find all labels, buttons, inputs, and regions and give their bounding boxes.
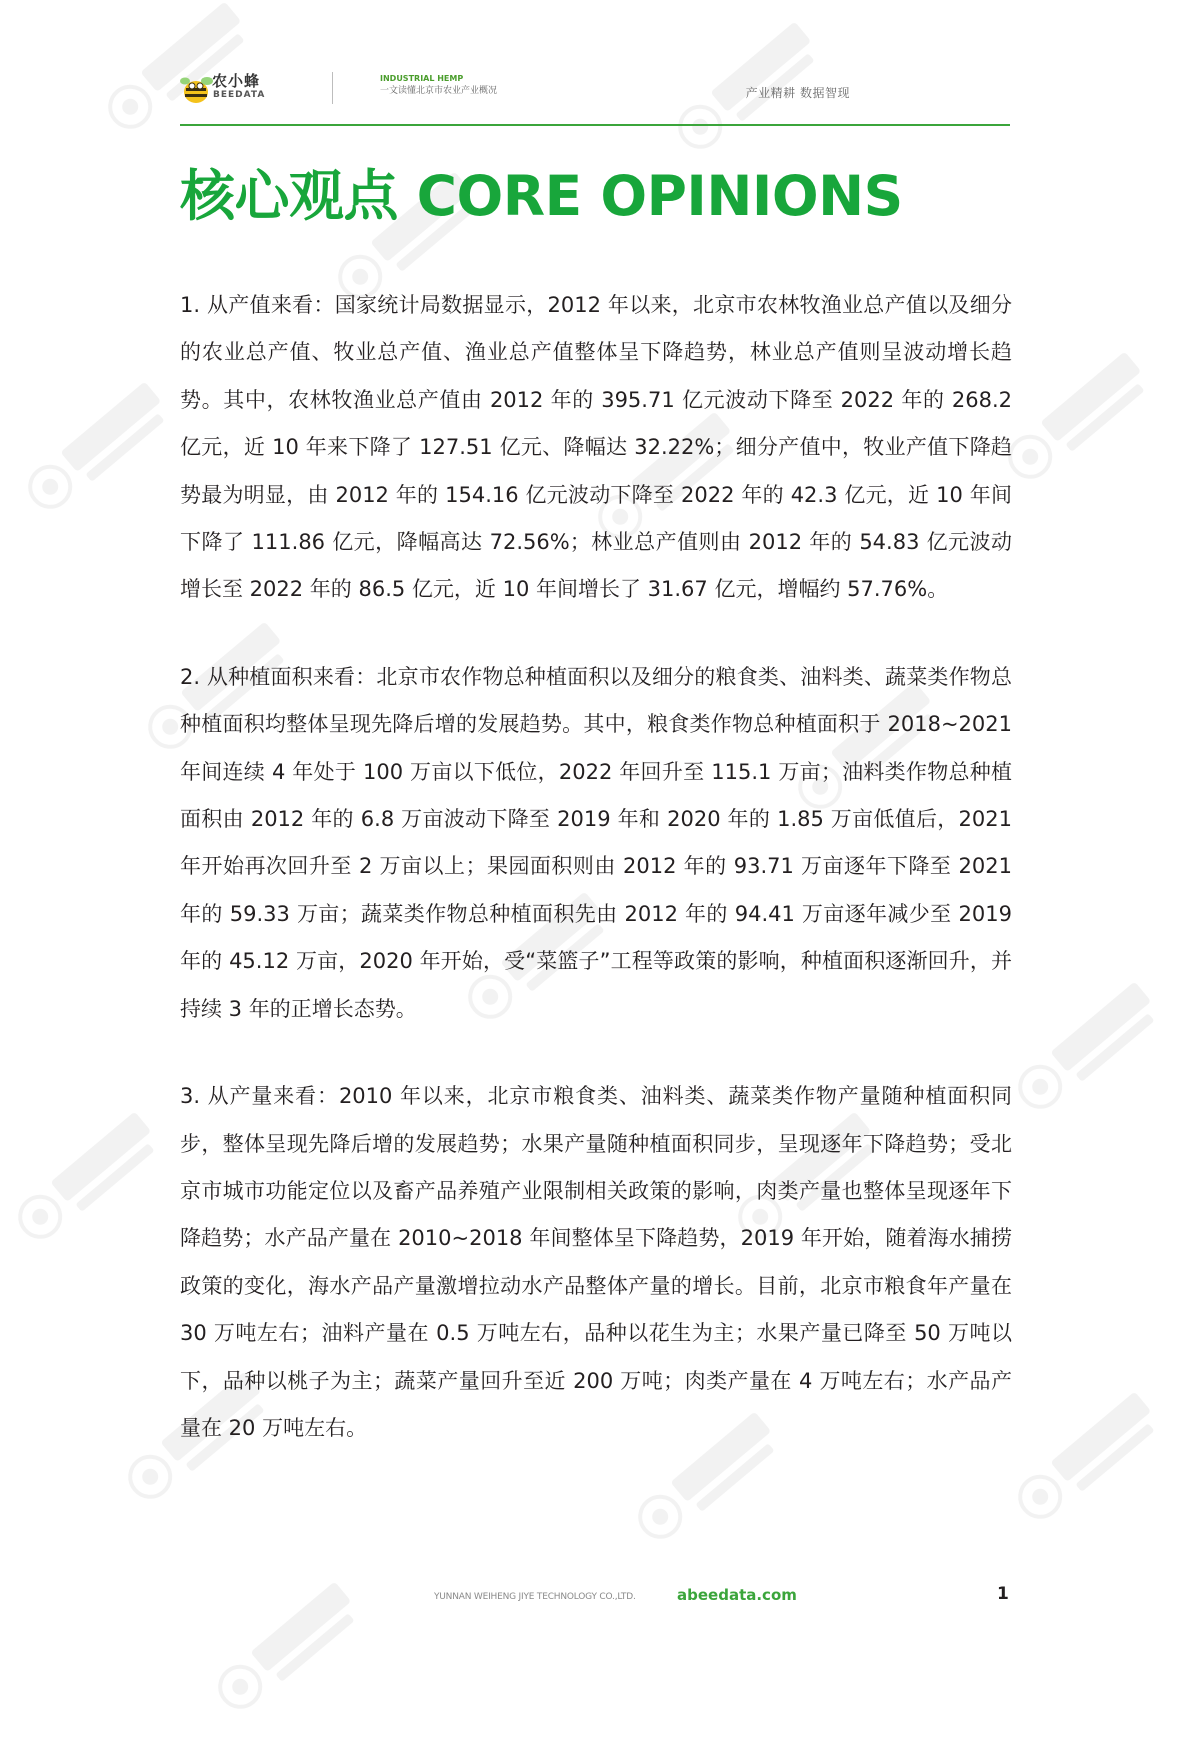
brand-logo xyxy=(180,70,310,114)
watermark-logo xyxy=(992,953,1188,1138)
page-title: 核心观点 CORE OPINIONS xyxy=(180,164,903,228)
header-subtitle-cn: 一文读懂北京市农业产业概况 xyxy=(380,86,498,96)
page-header xyxy=(180,60,1010,124)
footer-website-link[interactable]: abeedata.com xyxy=(677,1586,797,1604)
opinion-paragraph-output-value: 1. 从产值来看：国家统计局数据显示，2012 年以来，北京市农林牧渔业总产值以及细分的农业总产值、牧业总产值、渔业总产值整体呈下降趋势，林业总产值则呈波动增长趋势。其中，农林牧渔业总产值由 2012 年的 395.71 亿元波动下降至 2022 年的 268.2 亿元，近 10 年来下降了 127.51 亿元、降幅达 32.22%；细分产值中，牧业产值下降趋势最为明显，由 2012 年的 154.16 亿元波动下降至 2022 年的 42.3 亿元，近 10 年间下降了 111.86 亿元，降幅高达 72.56%；林业总产值则由 2012 年的 54.83 亿元波动增长至 2022 年的 86.5 亿元，近 10 年间增长了 31.67 亿元，增幅约 57.76%。 xyxy=(180,293,1012,602)
header-slogan: 产业精耕 数据智现 xyxy=(745,86,850,100)
opinion-paragraph-planting-area: 2. 从种植面积来看：北京市农作物总种植面积以及细分的粮食类、油料类、蔬菜类作物总种植面积均整体呈现先降后增的发展趋势。其中，粮食类作物总种植面积于 2018~2021 年间连续 4 年处于 100 万亩以下低位，2022 年回升至 115.1 万亩；油料类作物总种植面积由 2012 年的 6.8 万亩波动下降至 2019 年和 2020 年的 1.85 万亩低值后，2021 年开始再次回升至 2 万亩以上；果园面积则由 2012 年的 93.71 万亩逐年下降至 2021 年的 59.33 万亩；蔬菜类作物总种植面积先由 2012 年的 94.41 万亩逐年减少至 2019 年的 45.12 万亩，2020 年开始，受“菜篮子”工程等政策的影响，种植面积逐渐回升，并持续 3 年的正增长态势。 xyxy=(180,664,1012,1021)
opinion-paragraph-production: 3. 从产量来看：2010 年以来，北京市粮食类、油料类、蔬菜类作物产量随种植面积同步，整体呈现先降后增的发展趋势；水果产量随种植面积同步，呈现逐年下降趋势；受北京市城市功能定位以及畜产品养殖产业限制相关政策的影响，肉类产量也整体呈现逐年下降趋势；水产品产量在 2010~2018 年间整体呈下降趋势，2019 年开始，随着海水捕捞政策的变化，海水产品产量激增拉动水产品整体产量的增长。目前，北京市粮食年产量在 30 万吨左右；油料产量在 0.5 万吨左右，品种以花生为主；水果产量已降至 50 万吨以下，品种以桃子为主；蔬菜产量回升至近 200 万吨；肉类产量在 4 万吨左右；水产品产量在 20 万吨左右。 xyxy=(180,1084,1012,1440)
header-subtitle-en: INDUSTRIAL HEMP xyxy=(380,74,464,83)
logo-text-cn: 农小蜂 xyxy=(212,72,261,90)
watermark-logo xyxy=(0,1083,188,1268)
watermark-logo xyxy=(992,1363,1188,1548)
footer-company-name: YUNNAN WEIHENG JIYE TECHNOLOGY CO.,LTD. xyxy=(434,1592,636,1602)
page-footer xyxy=(0,1578,1190,1608)
logo-text-en: BEEDATA xyxy=(213,90,266,100)
watermark-logo xyxy=(2,353,198,538)
header-subtitle xyxy=(380,74,497,98)
bee-logo-icon xyxy=(180,72,216,108)
core-opinions-body xyxy=(180,282,1012,1492)
page-number: 1 xyxy=(997,1584,1009,1604)
header-rule xyxy=(180,124,1010,126)
header-divider xyxy=(332,72,333,104)
